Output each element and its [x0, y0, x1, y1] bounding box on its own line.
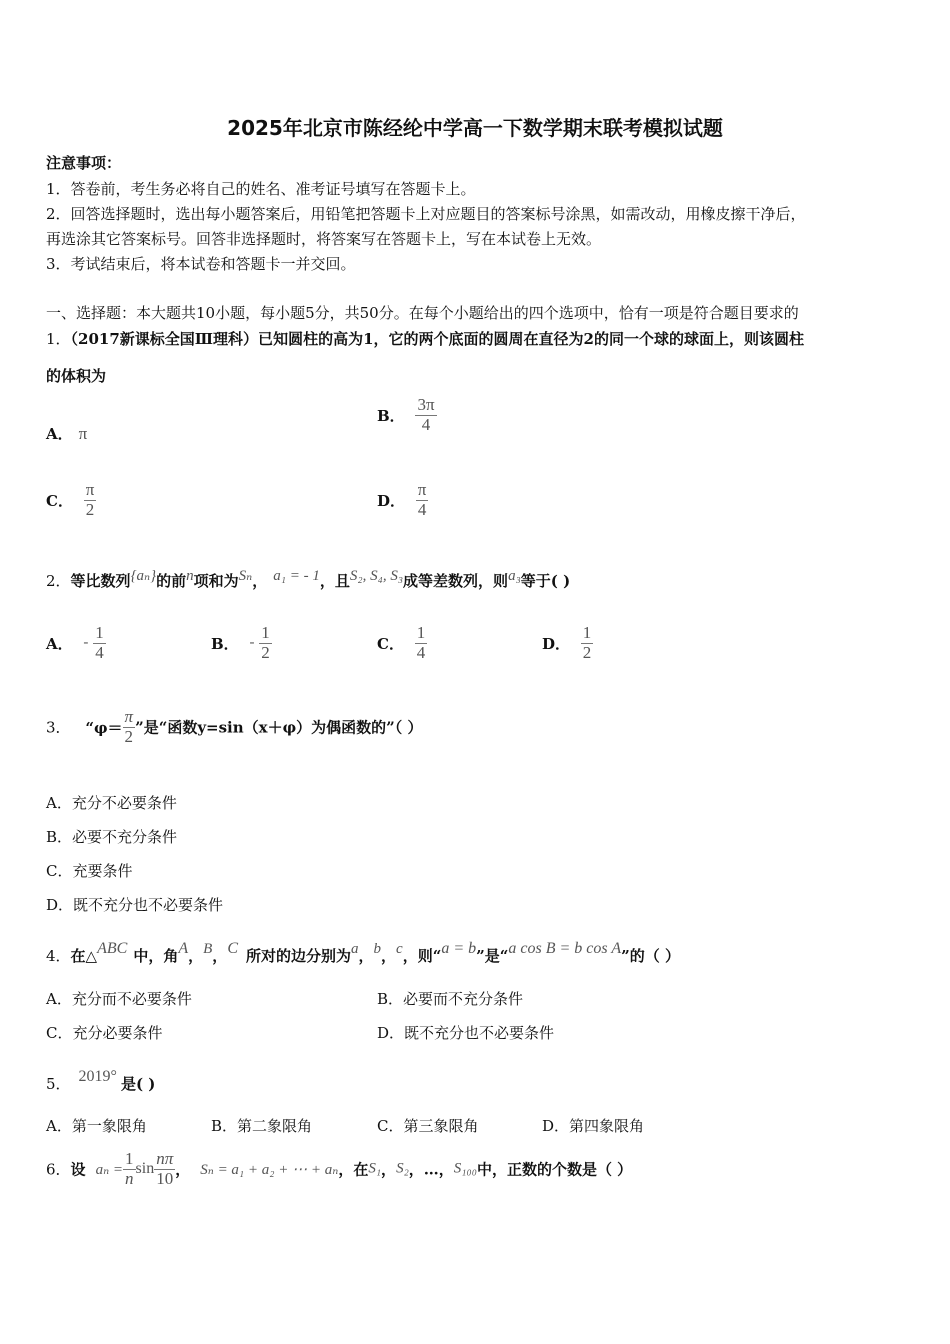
question-text: 等于( )	[520, 572, 571, 590]
math-expr: {aₙ}	[130, 568, 157, 584]
question-text: 项和为	[193, 572, 239, 590]
math-expr: ABC	[97, 940, 128, 957]
option-label: D．	[377, 491, 406, 510]
math-expr: c	[396, 941, 403, 957]
option-d[interactable]: D．既不充分也不必要条件	[377, 1024, 555, 1042]
math-expr: sin	[135, 1160, 155, 1178]
fraction: $\frac{n\pi}{10}$	[156, 1149, 174, 1188]
question-text: 设	[70, 1160, 86, 1179]
question-text: ，	[212, 947, 228, 965]
question-text: ，	[188, 947, 204, 965]
option-b[interactable]: B．必要而不充分条件	[377, 990, 524, 1008]
option-a[interactable]: A．充分不必要条件	[46, 794, 177, 812]
math-expr: a	[351, 941, 359, 957]
option-a[interactable]: A．充分而不必要条件	[46, 990, 192, 1008]
fraction: $\frac{3\pi}{4}$	[417, 395, 435, 434]
option-a[interactable]	[46, 423, 87, 444]
question-2	[46, 566, 570, 591]
option-d[interactable]	[542, 624, 593, 662]
math-expr: C	[227, 940, 238, 957]
option-d[interactable]: D．第四象限角	[542, 1117, 645, 1135]
math-expr: Sₙ = a₁ + a₂ + ⋯ + aₙ	[200, 1161, 339, 1178]
question-text: （2017新课标全国Ⅲ理科）已知圆柱的高为1，它的两个底面的圆周在直径为2的同一个球的球面上，则该圆柱	[70, 330, 804, 348]
fraction: $\frac{\pi}{2}$	[124, 707, 134, 746]
math-expr: b	[373, 941, 382, 957]
question-3	[46, 708, 423, 746]
option-b[interactable]: B．必要不充分条件	[46, 828, 178, 846]
question-text: 在△	[70, 947, 98, 965]
question-text: ”是“函数y=sin（x＋φ）为偶函数的”（ ）	[135, 718, 423, 737]
question-6	[46, 1150, 632, 1188]
option-b[interactable]	[211, 624, 272, 662]
fraction: $\frac{\pi}{2}$	[85, 480, 95, 519]
question-text: 成等差数列，则	[403, 572, 509, 590]
question-text: ，	[252, 572, 268, 590]
notice-item: 2．回答选择题时，选出每小题答案后，用铅笔把答题卡上对应题目的答案标号涂黑，如需改动，用橡皮擦干净后，	[46, 205, 806, 223]
math-expr: A	[178, 940, 189, 957]
option-b[interactable]	[377, 396, 437, 434]
question-number: 4．	[46, 947, 71, 965]
question-text: ，…，	[408, 1160, 454, 1179]
question-text: 所对的边分别为	[245, 947, 351, 965]
fraction: $\frac{1}{n}$	[125, 1149, 134, 1188]
question-text: ，	[381, 1160, 397, 1179]
question-text: ，且	[319, 572, 350, 590]
notice-item: 3．考试结束后，将本试卷和答题卡一并交回。	[46, 255, 356, 273]
fraction: $\frac{1}{2}$	[582, 623, 592, 662]
option-label: B．	[211, 634, 239, 653]
math-expr: a₁ = - 1	[273, 568, 320, 584]
option-a[interactable]	[46, 624, 106, 662]
option-label: A．	[46, 634, 73, 653]
question-text: ，则“	[402, 947, 442, 965]
page-title: 2025年北京市陈经纶中学高一下数学期末联考模拟试题	[227, 116, 723, 140]
math-expr: S₂	[396, 1160, 409, 1177]
question-number: 6．	[46, 1160, 71, 1179]
math-expr: a = b	[441, 940, 477, 957]
question-text: ，在	[338, 1160, 369, 1179]
question-text: ，	[381, 947, 397, 965]
option-c[interactable]	[46, 481, 96, 519]
option-label: B．	[377, 406, 405, 425]
question-number: 5．	[46, 1075, 71, 1093]
math-expr: S₁₀₀	[453, 1160, 477, 1177]
option-c[interactable]: C．第三象限角	[377, 1117, 479, 1135]
math-expr: aₙ =	[95, 1161, 124, 1178]
option-label: C．	[377, 634, 404, 653]
notice-item: 1．答卷前，考生务必将自己的姓名、准考证号填写在答题卡上。	[46, 180, 476, 198]
question-text: 的体积为	[46, 367, 107, 385]
option-label: A．	[46, 425, 73, 443]
math-expr: n	[186, 568, 194, 584]
option-d[interactable]	[377, 481, 428, 519]
question-4	[46, 940, 680, 966]
question-text: 的前	[156, 572, 187, 590]
question-number: 2．	[46, 572, 71, 590]
option-a[interactable]: A．第一象限角	[46, 1117, 147, 1135]
option-c[interactable]	[377, 624, 427, 662]
math-expr: a cos B = b cos A	[508, 940, 622, 957]
math-expr: a₃	[508, 568, 521, 584]
math-expr: π	[78, 424, 88, 443]
fraction: $\frac{1}{4}$	[416, 623, 426, 662]
math-expr: S₁	[368, 1160, 382, 1177]
minus-sign: -	[249, 634, 255, 651]
question-text: 中，正数的个数是（ ）	[476, 1160, 633, 1179]
question-5	[46, 1068, 155, 1094]
option-b[interactable]: B．第二象限角	[211, 1117, 313, 1135]
fraction: $\frac{1}{2}$	[261, 623, 270, 662]
option-c[interactable]: C．充分必要条件	[46, 1024, 163, 1042]
question-text: ”的（ ）	[621, 947, 680, 965]
option-label: D．	[542, 634, 571, 653]
question-text: 中，角	[133, 947, 179, 965]
question-text: ，	[175, 1160, 191, 1179]
math-expr: 2019°	[78, 1068, 117, 1085]
math-expr: S₂, S₄, S₃	[349, 568, 404, 584]
question-number: 1．	[46, 330, 71, 348]
math-expr: Sₙ	[238, 568, 253, 584]
question-text: 是( )	[120, 1075, 156, 1093]
option-label: C．	[46, 491, 73, 510]
question-text: ”是“	[476, 947, 509, 965]
question-number: 3．	[46, 718, 71, 737]
question-text: ，	[358, 947, 374, 965]
notice-heading: 注意事项：	[46, 154, 122, 172]
question-text: 等比数列	[70, 572, 131, 590]
option-c[interactable]: C．充要条件	[46, 862, 133, 880]
question-1	[46, 328, 804, 349]
section-heading: 一、选择题：本大题共10小题，每小题5分，共50分。在每个小题给出的四个选项中，恰有一项是符合题目要求的	[46, 304, 799, 322]
fraction: $\frac{\pi}{4}$	[417, 480, 427, 519]
notice-item: 再选涂其它答案标号。回答非选择题时，将答案写在答题卡上，写在本试卷上无效。	[46, 230, 602, 248]
fraction: $\frac{1}{4}$	[95, 623, 104, 662]
math-expr: B	[203, 941, 213, 957]
minus-sign: -	[83, 634, 89, 651]
option-d[interactable]: D．既不充分也不必要条件	[46, 896, 224, 914]
question-text: “φ＝	[85, 718, 123, 737]
